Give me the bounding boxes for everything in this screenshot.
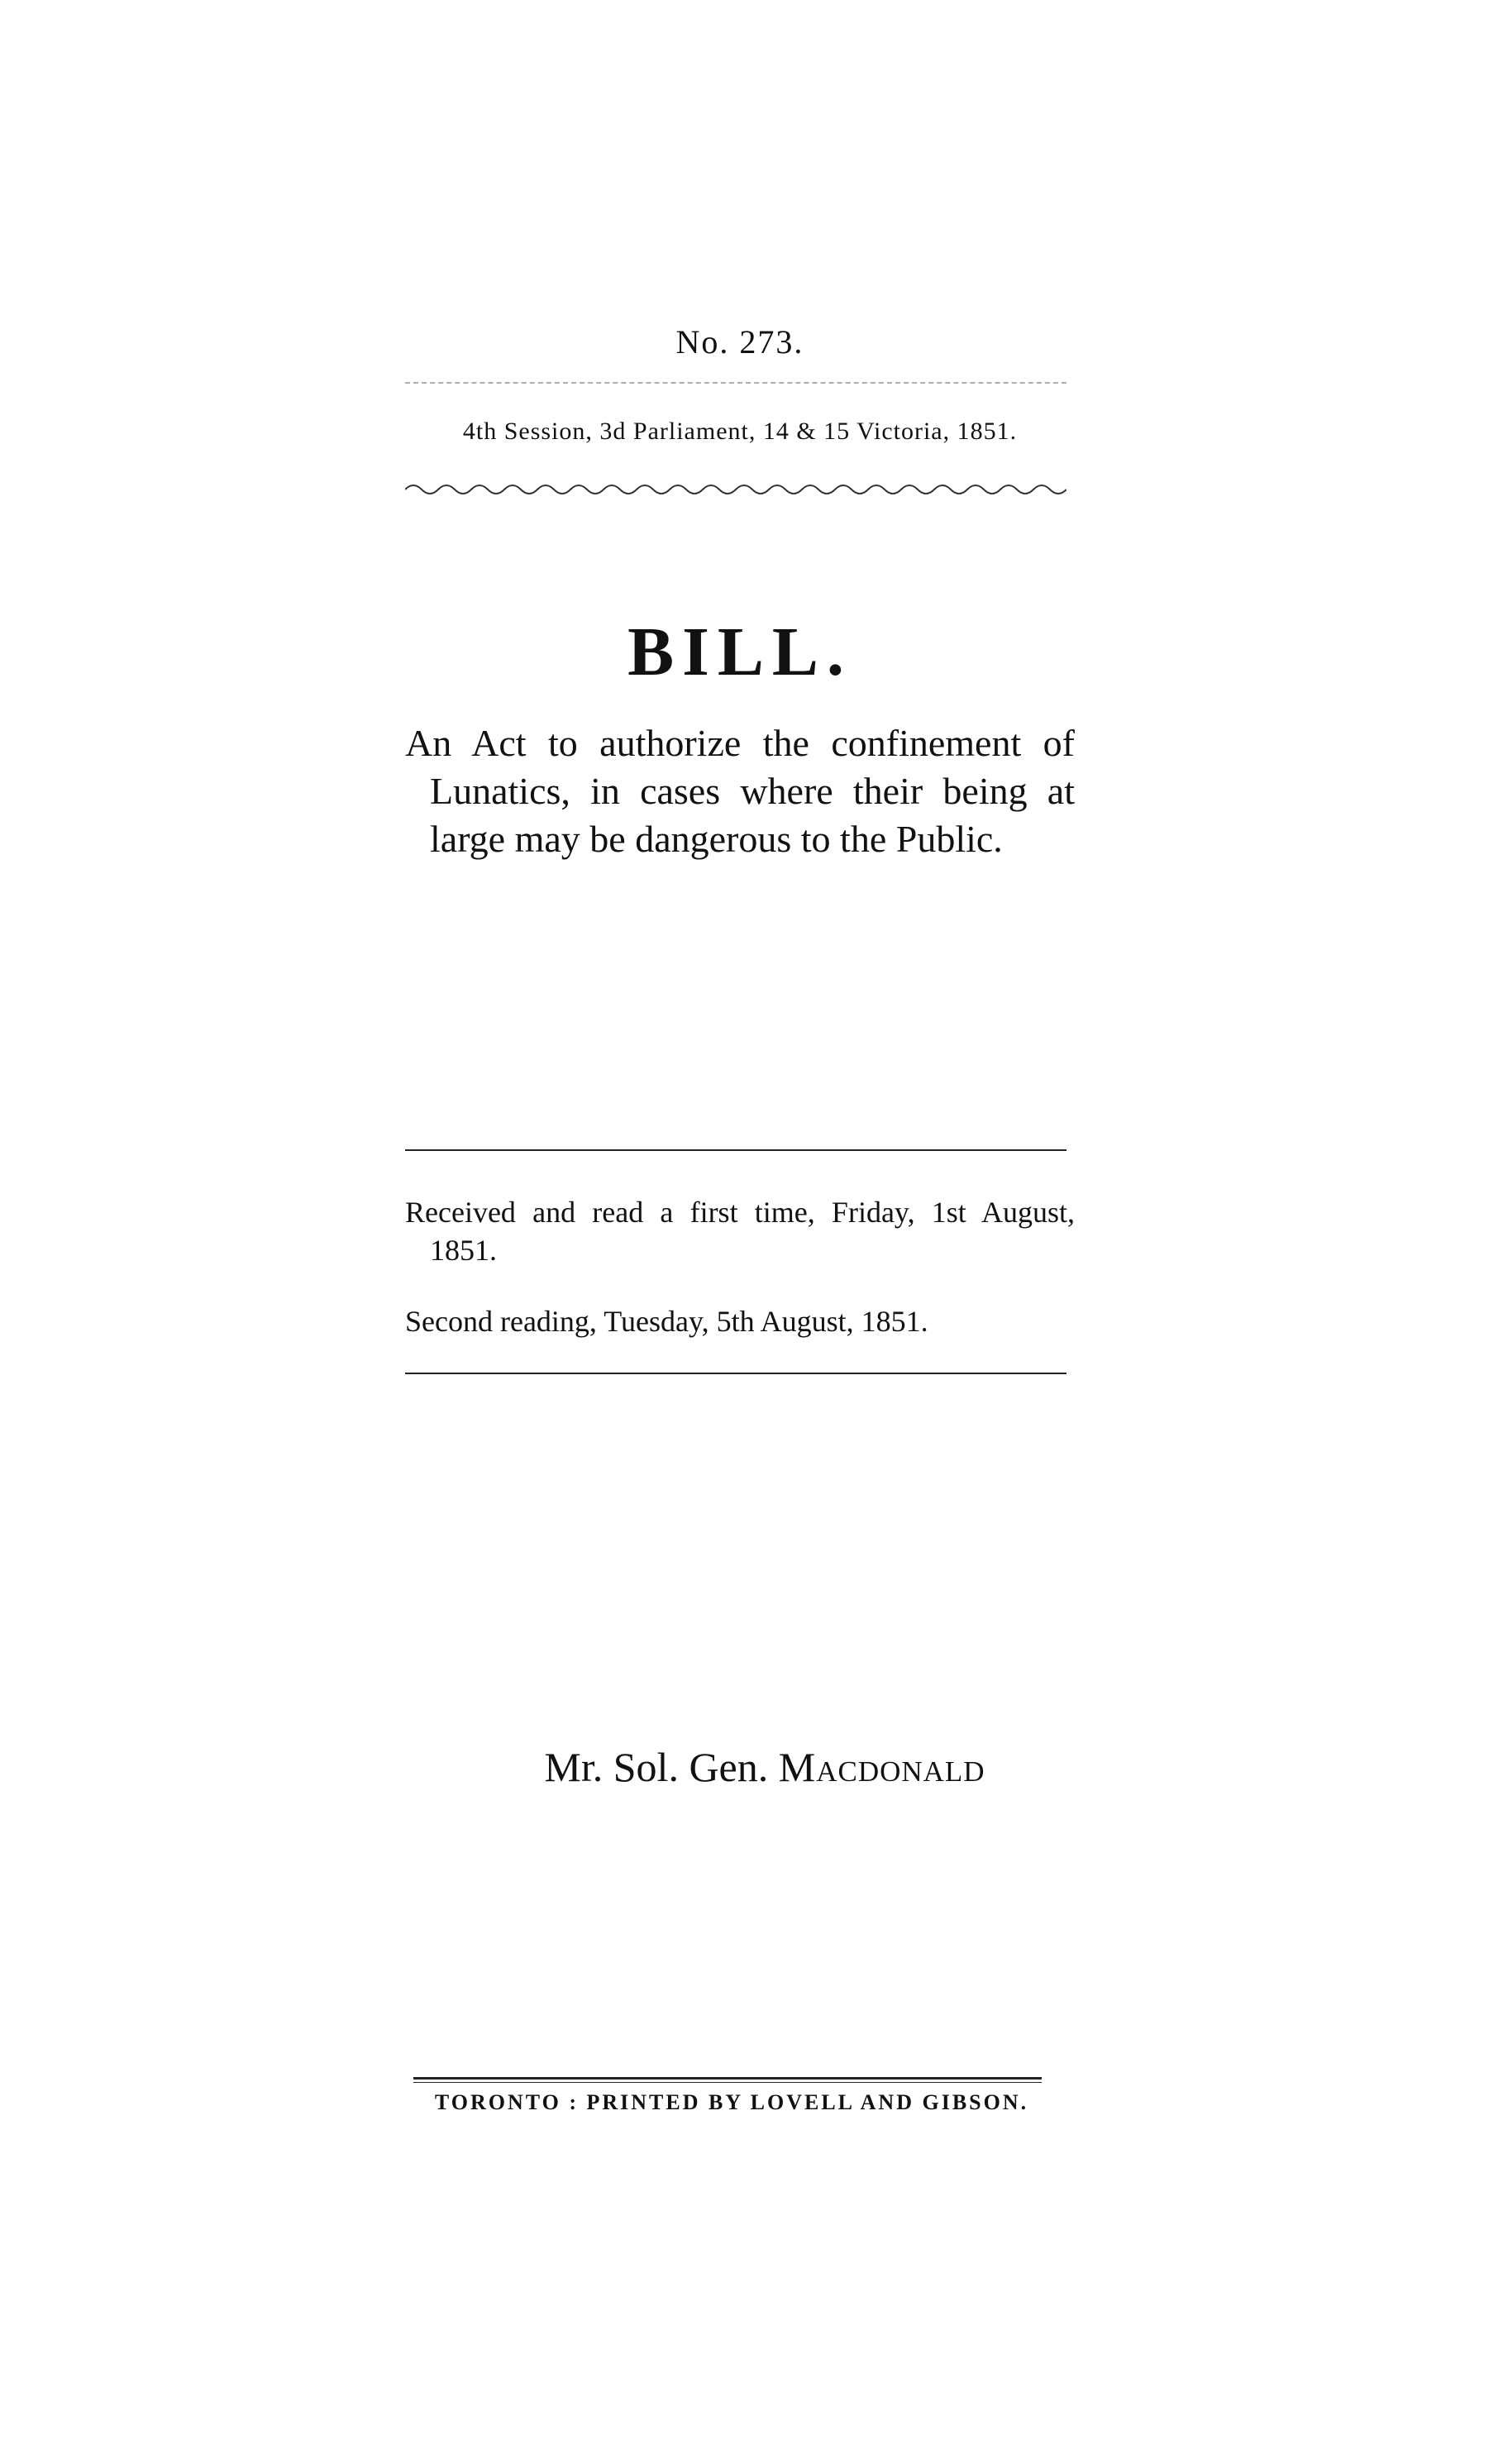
sponsor-name: Macdonald bbox=[778, 1744, 985, 1790]
act-title: An Act to authorize the confinement of Lunatics, in cases where their being at large may be dangerous to the Public. bbox=[405, 722, 1075, 860]
wavy-divider bbox=[405, 480, 1066, 499]
bill-heading: BILL. bbox=[627, 614, 852, 690]
wavy-divider-line bbox=[405, 485, 1066, 494]
second-reading: Second reading, Tuesday, 5th August, 1851. bbox=[405, 1305, 928, 1338]
sponsor-line bbox=[405, 1743, 1075, 1791]
sponsor-prefix: Mr. Sol. Gen. bbox=[544, 1744, 769, 1790]
printer-imprint: TORONTO : PRINTED BY LOVELL AND GIBSON. bbox=[434, 2090, 1029, 2114]
session-line: 4th Session, 3d Parliament, 14 & 15 Victoria, 1851. bbox=[462, 418, 1018, 445]
upper-rule bbox=[405, 1149, 1066, 1151]
first-reading: Received and read a first time, Friday, 1st August, 1851. bbox=[405, 1196, 1075, 1267]
footer-rule-thick bbox=[413, 2077, 1042, 2080]
bill-number: No. 273. bbox=[675, 323, 804, 361]
lower-rule bbox=[405, 1373, 1066, 1374]
footer-rule-thin bbox=[413, 2082, 1042, 2083]
dotted-divider bbox=[405, 382, 1066, 384]
